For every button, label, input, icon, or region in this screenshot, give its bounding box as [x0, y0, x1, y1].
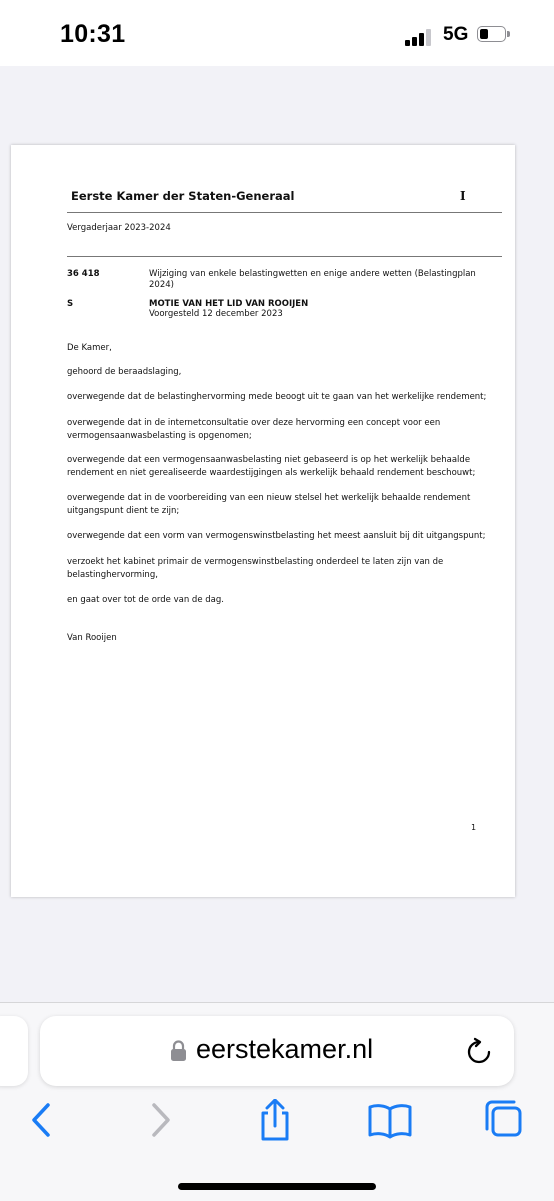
paragraph: overwegende dat de belastinghervorming mede beoogt uit te gaan van het werkelijke rendement;	[67, 392, 487, 402]
paragraph: verzoekt het kabinet primair de vermogenswinstbelasting onderdeel te laten zijn van de belastinghervorming,	[67, 557, 444, 580]
paragraph: De Kamer,	[67, 343, 112, 353]
network-type: 5G	[443, 24, 469, 45]
status-bar	[0, 0, 554, 66]
bookmarks-icon[interactable]	[367, 1099, 413, 1141]
document-page	[11, 145, 515, 897]
document-number: 36 418	[67, 269, 100, 279]
year-divider	[67, 256, 502, 257]
share-icon[interactable]	[252, 1099, 298, 1141]
browser-toolbar	[0, 1002, 554, 1201]
home-indicator	[178, 1183, 376, 1190]
previous-tab-preview[interactable]	[0, 1016, 28, 1086]
motion-proposed-date: Voorgesteld 12 december 2023	[149, 309, 283, 319]
document-chamber: Eerste Kamer der Staten-Generaal	[71, 189, 295, 203]
paragraph: en gaat over tot de orde van de dag.	[67, 595, 224, 605]
signature: Van Rooijen	[67, 633, 117, 643]
page-number: 1	[471, 823, 477, 832]
header-divider	[67, 212, 502, 213]
tabs-icon[interactable]	[482, 1099, 528, 1141]
address-text[interactable]: eerstekamer.nl	[196, 1034, 374, 1064]
paragraph: gehoord de beraadslaging,	[67, 367, 182, 377]
paragraph: overwegende dat in de voorbereiding van een nieuw stelsel het werkelijk behaalde rendement uitgangspunt dient te zijn;	[67, 493, 471, 516]
back-icon[interactable]	[18, 1099, 64, 1141]
lock-icon	[170, 1040, 187, 1062]
document-year: Vergaderjaar 2023-2024	[67, 223, 171, 233]
paragraph: overwegende dat een vermogensaanwasbelasting niet gebaseerd is op het werkelijk behaalde rendement en niet gerealiseerde waardestijgingen als werkelijk behaald rendement beschouwt;	[67, 455, 476, 478]
document-letter: S	[67, 299, 74, 309]
battery-icon	[477, 26, 511, 44]
status-time: 10:31	[60, 20, 126, 48]
paragraph: overwegende dat een vorm van vermogenswinstbelasting het meest aansluit bij dit uitgangspunt;	[67, 531, 486, 541]
document-mark: I	[460, 189, 466, 203]
signal-strength-icon	[405, 28, 435, 46]
reload-icon[interactable]	[464, 1037, 494, 1067]
forward-icon[interactable]	[138, 1099, 184, 1141]
paragraph: overwegende dat in de internetconsultatie over deze hervorming een concept voor een vermogensaanwasbelasting is opgenomen;	[67, 418, 441, 441]
motion-title: MOTIE VAN HET LID VAN ROOIJEN	[149, 299, 309, 309]
document-subject: Wijziging van enkele belastingwetten en enige andere wetten (Belastingplan 2024)	[149, 269, 476, 290]
address-bar[interactable]	[40, 1016, 514, 1086]
